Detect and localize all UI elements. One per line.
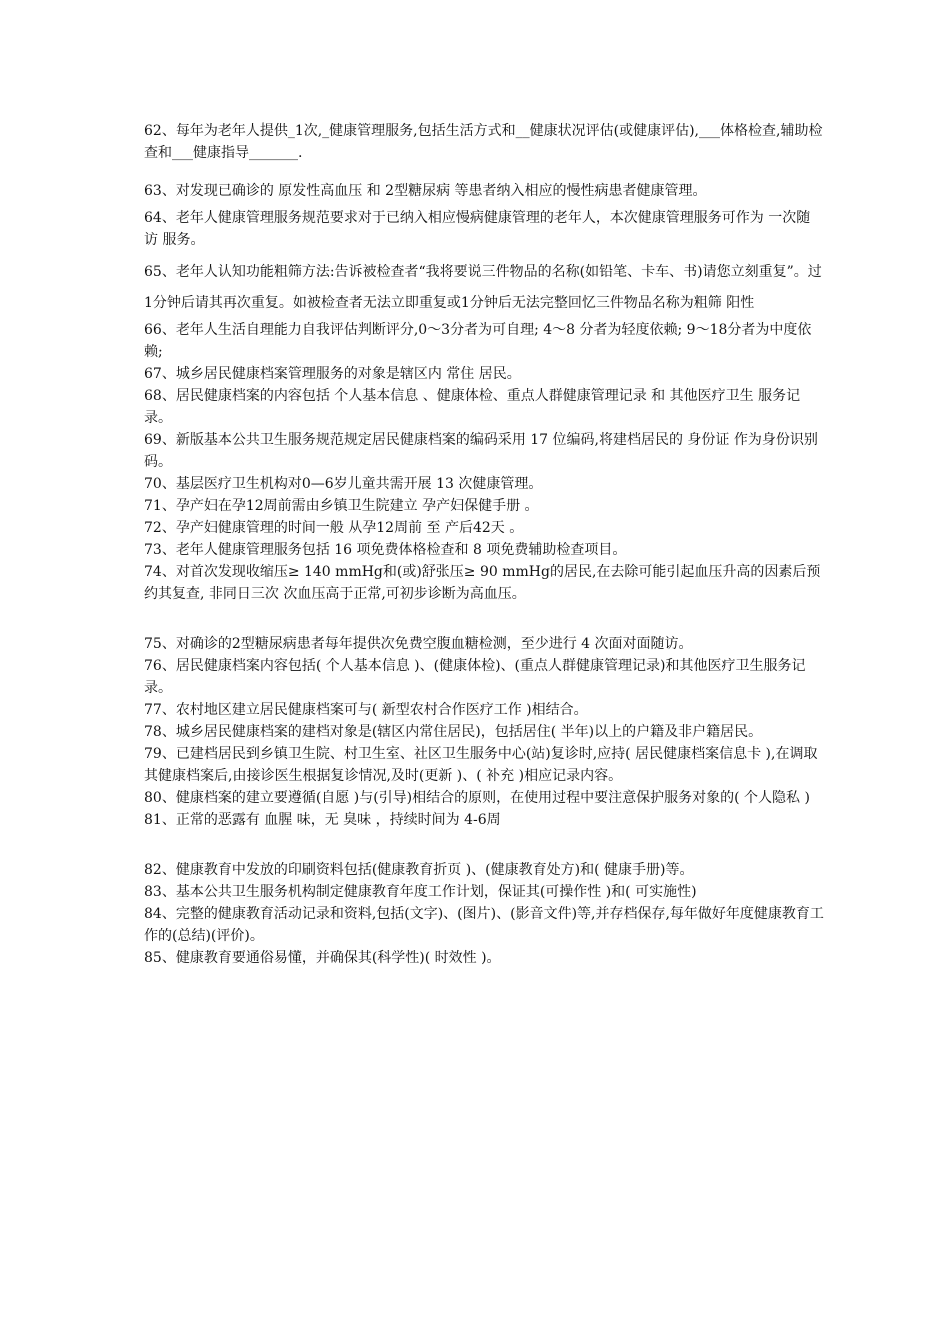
- question-69: 69、新版基本公共卫生服务规范规定居民健康档案的编码采用 17 位编码,将建档居民的 身份证 作为身份识别码。: [144, 432, 818, 470]
- question-75: 75、对确诊的2型糖尿病患者每年提供次免费空腹血糖检测，至少进行 4 次面对面随访。: [144, 636, 693, 652]
- question-63: 63、对发现已确诊的 原发性高血压 和 2型糖尿病 等患者纳入相应的慢性病患者健康管理。: [144, 183, 707, 199]
- question-79: 79、已建档居民到乡镇卫生院、村卫生室、社区卫生服务中心(站)复诊时,应持( 居民健康档案信息卡 ),在调取其健康档案后,由接诊医生根据复诊情况,及时(更新 )、( 补充 )相应记录内容。: [144, 746, 818, 784]
- question-82: 82、健康教育中发放的印刷资料包括(健康教育折页 )、(健康教育处方)和( 健康手册)等。: [144, 862, 694, 878]
- question-76: 76、居民健康档案内容包括( 个人基本信息 )、(健康体检)、(重点人群健康管理记录)和其他医疗卫生服务记录。: [144, 658, 806, 696]
- question-73: 73、老年人健康管理服务包括 16 项免费体格检查和 8 项免费辅助检查项目。: [144, 542, 627, 558]
- question-64: 64、老年人健康管理服务规范要求对于已纳入相应慢病健康管理的老年人，本次健康管理服务可作为 一次随访 服务。: [144, 210, 811, 248]
- question-67: 67、城乡居民健康档案管理服务的对象是辖区内 常住 居民。: [144, 366, 521, 382]
- question-72: 72、孕产妇健康管理的时间一般 从孕12周前 至 产后42天 。: [144, 520, 524, 536]
- question-74: 74、对首次发现收缩压≥ 140 mmHg和(或)舒张压≥ 90 mmHg的居民,在去除可能引起血压升高的因素后预约其复查, 非同日三次 次血压高于正常,可初步诊断为高血压。: [144, 564, 821, 602]
- question-78: 78、城乡居民健康档案的建档对象是(辖区内常住居民)，包括居住( 半年)以上的户籍及非户籍居民。: [144, 724, 763, 740]
- question-66: 66、老年人生活自理能力自我评估判断评分,0～3分者为可自理; 4～8 分者为轻度依赖; 9～18分者为中度依赖;: [144, 322, 812, 360]
- question-84: 84、完整的健康教育活动记录和资料,包括(文字)、(图片)、(影音文件)等,并存档保存,每年做好年度健康教育工作的(总结)(评价)。: [144, 906, 824, 944]
- question-68: 68、居民健康档案的内容包括 个人基本信息 、健康体检、重点人群健康管理记录 和 其他医疗卫生 服务记录。: [144, 388, 801, 426]
- question-81: 81、正常的恶露有 血腥 味，无 臭味 ，持续时间为 4-6周: [144, 812, 501, 828]
- question-85: 85、健康教育要通俗易懂，并确保其(科学性)( 时效性 )。: [144, 950, 501, 966]
- question-71: 71、孕产妇在孕12周前需由乡镇卫生院建立 孕产妇保健手册 。: [144, 498, 539, 514]
- question-77: 77、农村地区建立居民健康档案可与( 新型农村合作医疗工作 )相结合。: [144, 702, 588, 718]
- question-65: 65、老年人认知功能粗筛方法:告诉被检查者“我将要说三件物品的名称(如铅笔、卡车、书)请您立刻重复”。过1分钟后请其再次重复。如被检查者无法立即重复或1分钟后无法完整回忆三件物品名称为粗筛 阳性: [144, 264, 822, 311]
- question-83: 83、基本公共卫生服务机构制定健康教育年度工作计划，保证其(可操作性 )和( 可实施性): [144, 884, 697, 900]
- document-page: [144, 120, 824, 969]
- question-70: 70、基层医疗卫生机构对0—6岁儿童共需开展 13 次健康管理。: [144, 476, 543, 492]
- question-62: 62、每年为老年人提供_1次,_健康管理服务,包括生活方式和__健康状况评估(或健康评估),___体格检查,辅助检查和___健康指导_______.: [144, 123, 823, 161]
- question-80: 80、健康档案的建立要遵循(自愿 )与(引导)相结合的原则，在使用过程中要注意保护服务对象的( 个人隐私 ): [144, 790, 810, 806]
